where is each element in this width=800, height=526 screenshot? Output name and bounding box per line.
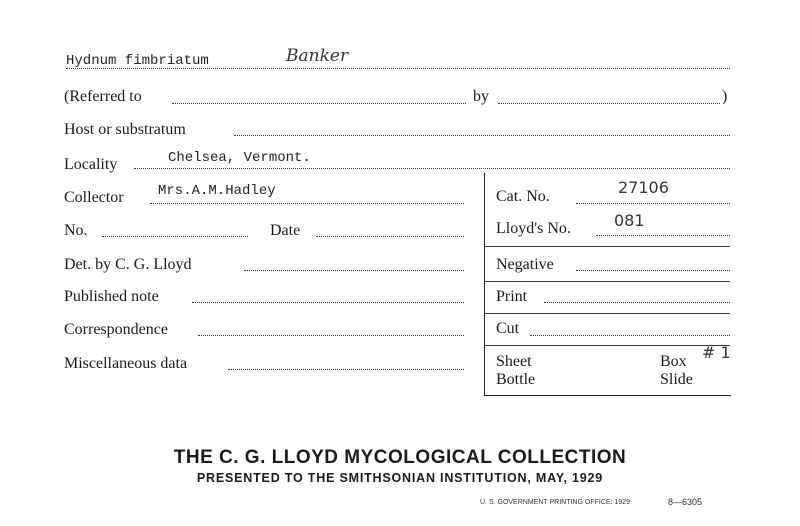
box-label: Box [660,353,687,370]
no-line [102,236,248,237]
correspondence-label: Correspondence [64,321,168,338]
referred-to-line [172,103,466,104]
slide-label: Slide [660,371,693,388]
box-divider-1 [484,246,730,247]
cat-no-line [576,203,730,204]
referred-to-label: (Referred to [64,88,142,105]
by-label: by [473,88,489,105]
print-line [544,302,730,303]
sheet-label: Sheet [496,353,532,370]
printing-office-imprint: U. S. GOVERNMENT PRINTING OFFICE: 1929 [480,499,631,506]
species-line [66,68,730,69]
misc-label: Miscellaneous data [64,355,188,372]
published-note-line [192,302,464,303]
collection-subtitle: PRESENTED TO THE SMITHSONIAN INSTITUTION, MAY, 1929 [196,471,604,485]
cat-no-value: 27106 [618,178,669,197]
host-label: Host or substratum [64,121,186,138]
date-label: Date [270,222,301,239]
cat-no-label: Cat. No. [496,188,550,205]
negative-label: Negative [496,256,554,273]
cut-label: Cut [496,320,520,337]
locality-label: Locality [64,156,118,173]
collection-title: THE C. G. LLOYD MYCOLOGICAL COLLECTION [173,447,627,468]
collector-value: Mrs.A.M.Hadley [158,183,276,199]
no-label: No. [64,222,88,239]
collector-label: Collector [64,189,124,206]
box-divider-2 [484,281,730,282]
locality-value: Chelsea, Vermont. [168,150,311,166]
lloyd-no-value: 081 [614,211,645,230]
form-number: 8—6305 [668,497,703,507]
collector-line [150,203,464,204]
box-value: # 1 [702,343,731,362]
lloyd-no-label: Lloyd's No. [496,220,571,237]
box-divider-3 [484,313,730,314]
bottle-label: Bottle [496,371,536,388]
published-note-label: Published note [64,288,159,305]
species-name: Hydnum fimbriatum [66,53,209,69]
negative-line [576,270,730,271]
box-divider-4 [484,345,730,346]
correspondence-line [198,335,464,336]
date-line [316,236,464,237]
locality-line [134,168,730,169]
print-label: Print [496,288,528,305]
close-paren: ) [722,88,728,105]
misc-line [228,369,464,370]
lloyd-no-line [596,235,730,236]
author-handwritten: Banker [286,46,349,66]
by-line [498,103,720,104]
cut-line [530,335,730,336]
host-line [234,135,730,136]
det-by-label: Det. by C. G. Lloyd [64,256,192,273]
det-by-line [244,270,464,271]
